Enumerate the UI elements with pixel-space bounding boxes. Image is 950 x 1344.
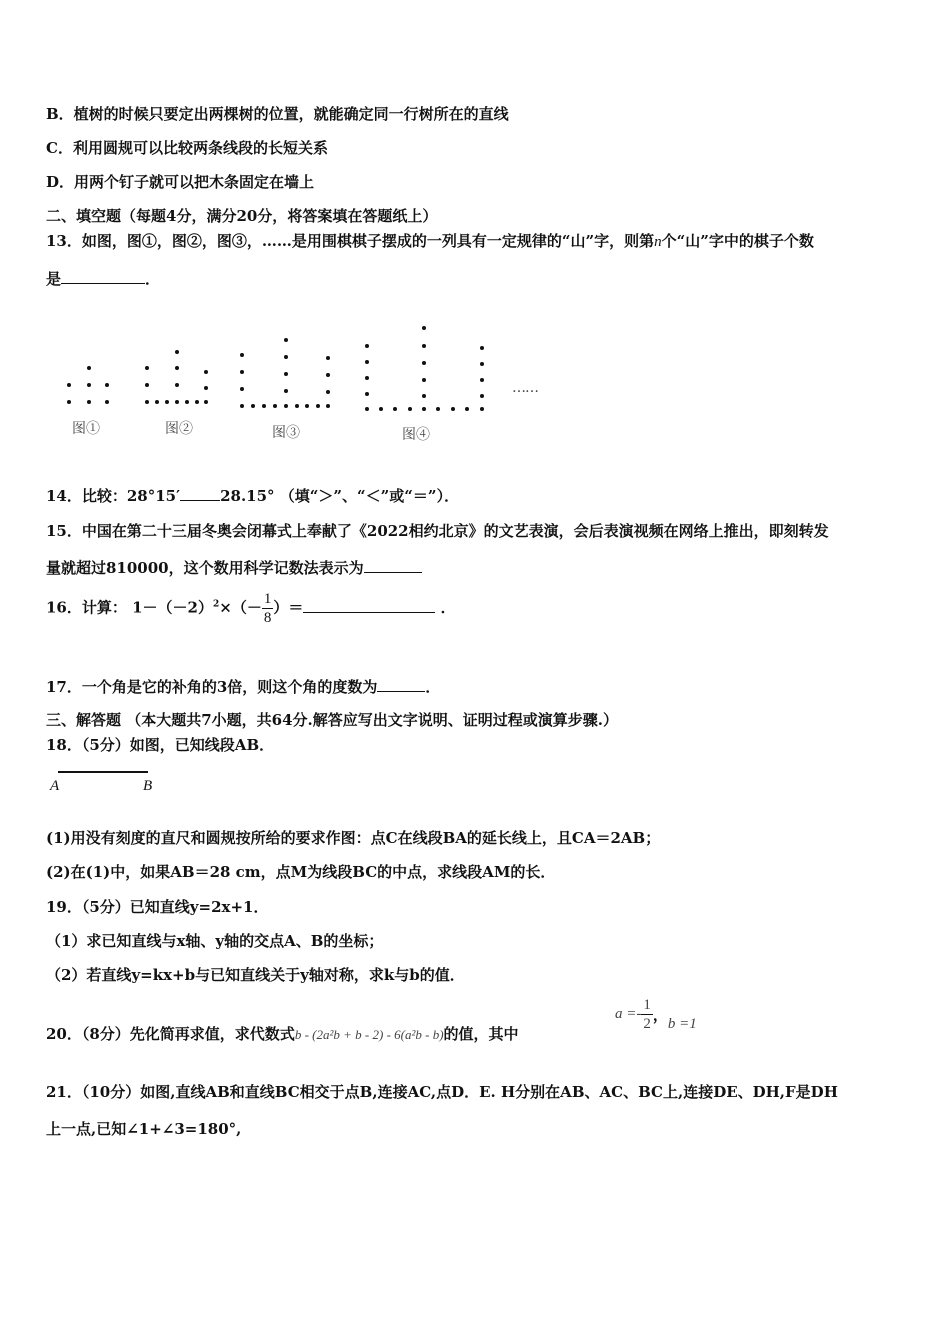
answer-blank <box>377 677 425 692</box>
go-stone-dot <box>284 355 288 359</box>
go-stone-dot <box>175 383 179 387</box>
go-stone-dot <box>145 366 149 370</box>
go-stone-dot <box>145 400 149 404</box>
go-stone-dot <box>87 400 91 404</box>
go-stone-dot <box>422 326 426 330</box>
answer-blank <box>364 558 422 573</box>
go-stone-dot <box>87 366 91 370</box>
go-stone-dot <box>365 344 369 348</box>
go-stone-dot <box>175 350 179 354</box>
go-stone-dot <box>365 360 369 364</box>
go-stone-dot <box>422 344 426 348</box>
option-c: C．利用圆规可以比较两条线段的长短关系 <box>46 139 328 157</box>
question-13-line1: 13．如图，图①，图②，图③，……是用围棋棋子摆成的一列具有一定规律的“山”字，则第n个“山”字中的棋子个数 <box>46 232 814 250</box>
question-16: 16．计算： $1-(-2)^2\times(-$ $\frac{1}{8}$ ）＝ ． <box>46 591 456 626</box>
go-stone-dot <box>251 404 255 408</box>
question-13-line2: 是 ． <box>46 270 161 288</box>
go-stone-dot <box>87 383 91 387</box>
question-20-values: a =- $\frac{1}{2}$ ，b =1 <box>615 997 697 1032</box>
go-stone-dot <box>480 378 484 382</box>
figure-4-caption: 图④ <box>402 427 430 443</box>
point-a-label: A <box>50 778 60 794</box>
go-stone-dot <box>365 376 369 380</box>
go-stone-dot <box>105 383 109 387</box>
go-stone-dot <box>204 400 208 404</box>
go-stone-dot <box>240 404 244 408</box>
go-stone-dot <box>204 386 208 390</box>
go-stone-dot <box>422 407 426 411</box>
go-stone-dot <box>284 372 288 376</box>
go-stone-dot <box>240 387 244 391</box>
go-stone-dot <box>195 400 199 404</box>
point-b-label: B <box>143 778 153 794</box>
go-stone-dot <box>326 373 330 377</box>
go-stone-dot <box>451 407 455 411</box>
go-stone-dot <box>480 346 484 350</box>
go-stone-dot <box>165 400 169 404</box>
figure-2-caption: 图② <box>165 421 193 437</box>
go-stone-dot <box>67 400 71 404</box>
go-stone-dot <box>204 370 208 374</box>
question-19-title: 19．（5分）已知直线y=2x+1． <box>46 898 269 916</box>
option-d: D．用两个钉子就可以把木条固定在墙上 <box>46 173 315 191</box>
section-fill-blank-heading: 二、填空题（每题4分，满分20分，将答案填在答题纸上） <box>46 207 438 225</box>
go-stone-dot <box>379 407 383 411</box>
go-stone-dot <box>326 390 330 394</box>
go-stone-dot <box>408 407 412 411</box>
option-b: B．植树的时候只要定出两棵树的位置，就能确定同一行树所在的直线 <box>46 105 509 123</box>
go-stone-dot <box>480 362 484 366</box>
go-stone-dot <box>326 404 330 408</box>
figure-1-caption: 图① <box>72 421 100 437</box>
go-stone-dot <box>284 338 288 342</box>
go-stone-dot <box>422 361 426 365</box>
answer-blank <box>303 598 435 613</box>
go-stone-dot <box>422 394 426 398</box>
go-stone-dot <box>393 407 397 411</box>
question-19-part1: （1）求已知直线与x轴、y轴的交点A、B的坐标； <box>46 932 384 950</box>
fraction-one-half: $\frac{1}{2}$ <box>643 997 651 1032</box>
question-19-part2: （2）若直线y=kx+b与已知直线关于y轴对称，求k与b的值． <box>46 966 465 984</box>
go-stone-dot <box>480 394 484 398</box>
go-stone-dot <box>175 400 179 404</box>
go-stone-dot <box>185 400 189 404</box>
go-stone-dot <box>305 404 309 408</box>
go-stone-dot <box>105 400 109 404</box>
question-18-part1: (1)用没有刻度的直尺和圆规按所给的要求作图：点C在线段BA的延长线上，且CA＝2AB； <box>46 829 661 847</box>
figure-3-caption: 图③ <box>272 425 300 441</box>
algebraic-expression: b - (2a²b + b - 2) - 6(a²b - b) <box>294 1027 444 1042</box>
question-15-line2: 量就超过810000，这个数用科学记数法表示为 <box>46 557 422 578</box>
go-stone-dot <box>175 366 179 370</box>
fraction-one-eighth: $\frac{1}{8}$ <box>263 591 272 626</box>
go-stone-dot <box>465 407 469 411</box>
answer-blank <box>61 269 145 284</box>
answer-blank <box>180 486 220 501</box>
go-stone-dot <box>436 407 440 411</box>
section-solution-heading: 三、解答题 （本大题共7小题，共64分.解答应写出文字说明、证明过程或演算步骤.） <box>46 711 618 729</box>
go-stone-dot <box>67 383 71 387</box>
question-18-title: 18．（5分）如图，已知线段AB． <box>46 736 275 754</box>
go-stone-dot <box>262 404 266 408</box>
go-stone-dot <box>284 389 288 393</box>
go-stone-dot <box>365 407 369 411</box>
go-stone-dot <box>295 404 299 408</box>
question-15-line1: 15．中国在第二十三届冬奥会闭幕式上奉献了《2022相约北京》的文艺表演，会后表演视频在网络上推出，即刻转发 <box>46 522 829 540</box>
go-stone-dot <box>316 404 320 408</box>
go-stone-dot <box>273 404 277 408</box>
go-stone-dot <box>480 407 484 411</box>
ellipsis: …… <box>512 380 538 396</box>
question-21-line2: 上一点,已知∠1+∠3=180°, <box>46 1120 242 1138</box>
go-stone-dot <box>155 400 159 404</box>
go-stone-dot <box>365 392 369 396</box>
go-stone-dot <box>326 356 330 360</box>
question-17: 17．一个角是它的补角的3倍，则这个角的度数为 ． <box>46 678 441 696</box>
question-20: 20．（8分）先化简再求值，求代数式b - (2a²b + b - 2) - 6(a²b - b)的值，其中 <box>46 1025 519 1043</box>
question-14: 14．比较：28°15′ 28.15° （填“＞”、“＜”或“＝”）． <box>46 487 460 505</box>
go-stone-dot <box>240 353 244 357</box>
question-21-line1: 21．（10分）如图,直线AB和直线BC相交于点B,连接AC,点D．E. H分别在AB、AC、BC上,连接DE、DH,F是DH <box>46 1083 838 1101</box>
go-stone-dot <box>240 370 244 374</box>
question-18-part2: (2)在(1)中，如果AB＝28 cm，点M为线段BC的中点，求线段AM的长． <box>46 863 556 881</box>
go-stone-dot <box>422 378 426 382</box>
go-stone-dot <box>284 404 288 408</box>
go-stone-dot <box>145 383 149 387</box>
